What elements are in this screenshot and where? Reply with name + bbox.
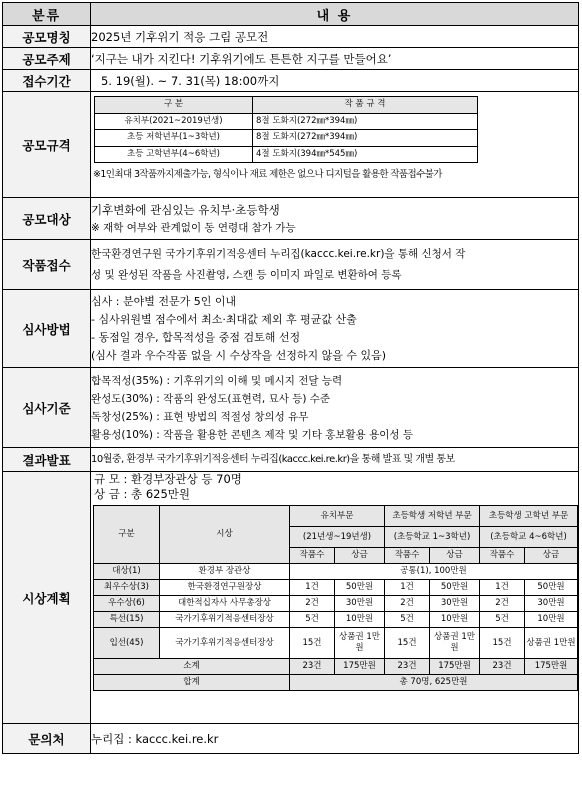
award-subtotal-row [94, 659, 578, 675]
award-count: 2건 [290, 596, 335, 612]
spec-size: 4절 도화지(394㎜*545㎜) [253, 146, 478, 163]
award-count: 5건 [385, 612, 430, 628]
award-prize: 10만원 [335, 612, 385, 628]
label-review-criteria: 심사기준 [3, 368, 91, 448]
label-result: 결과발표 [3, 448, 91, 472]
award-count: 2건 [385, 596, 430, 612]
award-count: 15건 [290, 628, 335, 659]
submission-period-text: 5. 19(월). ~ 7. 31(목) 18:00까지 [91, 70, 579, 92]
award-total-row [94, 675, 578, 691]
award-gubun: 입선(45) [94, 628, 160, 659]
header-content: 내 용 [91, 3, 579, 26]
spec-row [95, 146, 478, 163]
row-target [3, 198, 579, 240]
review-method-line: - 심사위원별 점수에서 최소·최대값 제외 후 평균값 산출 [91, 312, 357, 326]
award-gubun: 우수상(6) [94, 596, 160, 612]
award-subhead-div3: (초등학교 4~6학년) [480, 527, 578, 548]
award-name: 대한적십자사 사무총장상 [160, 596, 290, 612]
criteria-line: 독창성(25%) : 표현 방법의 적절성 창의성 유무 [91, 410, 309, 423]
award-common: 공통(1), 100만원 [290, 564, 578, 580]
spec-row [95, 113, 478, 130]
award-head-div2: 초등학생 저학년 부문 [385, 506, 480, 527]
row-submission-period [3, 70, 579, 92]
row-review-criteria [3, 368, 579, 448]
label-contact: 문의처 [3, 724, 91, 754]
review-method-cell [91, 290, 579, 368]
award-plan-cell [91, 472, 579, 724]
review-criteria-cell [91, 368, 579, 448]
target-cell [91, 198, 579, 240]
award-prize: 상품권 1만원 [430, 628, 480, 659]
award-prize-total: 상 금 : 총 625만원 [94, 487, 190, 501]
award-row [94, 612, 578, 628]
award-subtotal-count: 23건 [290, 659, 335, 675]
award-subtotal-prize: 175만원 [525, 659, 578, 675]
award-head-div1: 유치부문 [290, 506, 385, 527]
review-method-line: (심사 결과 우수작품 없을 시 수상작을 선정하지 않을 수 있음) [91, 348, 387, 362]
award-prize: 50만원 [430, 580, 480, 596]
spec-division: 초등 고학년부(4~6학년) [95, 146, 253, 163]
criteria-line: 활용성(10%) : 작품을 활용한 콘텐츠 제작 및 기타 홍보활용 용이성 등 [91, 428, 414, 441]
award-count-head: 작품수 [480, 548, 525, 564]
contest-theme-text: ‘지구는 내가 지킨다! 기후위기에도 튼튼한 지구를 만들어요’ [91, 48, 579, 70]
award-total-label: 합계 [94, 675, 290, 691]
award-count: 1건 [385, 580, 430, 596]
row-review-method [3, 290, 579, 368]
header-row [3, 3, 579, 26]
target-line: 기후변화에 관심있는 유치부·초등학생 [91, 202, 280, 217]
spec-head-size: 작 품 규 격 [253, 97, 478, 114]
award-prize: 30만원 [430, 596, 480, 612]
award-prize: 상품권 1만원 [335, 628, 385, 659]
award-count: 15건 [480, 628, 525, 659]
award-prize-head: 상금 [430, 548, 480, 564]
award-count: 1건 [480, 580, 525, 596]
award-scale: 규 모 : 환경부장관상 등 70명 [94, 472, 242, 486]
submission-line: 한국환경연구원 국가기후위기적응센터 누리집(kaccc.kei.re.kr)을 통해 신청서 작 [91, 247, 466, 260]
award-subtotal-count: 23건 [480, 659, 525, 675]
award-grand-row [94, 564, 578, 580]
award-head-div3: 초등학생 고학년 부문 [480, 506, 578, 527]
award-count: 5건 [290, 612, 335, 628]
label-target: 공모대상 [3, 198, 91, 240]
award-prize: 10만원 [525, 612, 578, 628]
award-prize: 50만원 [525, 580, 578, 596]
award-subtotal-prize: 175만원 [335, 659, 385, 675]
award-subtotal-prize: 175만원 [430, 659, 480, 675]
award-name: 국가기후위기적응센터장상 [160, 628, 290, 659]
row-contact [3, 724, 579, 754]
spec-head-row [95, 97, 478, 114]
award-prize: 30만원 [335, 596, 385, 612]
row-contest-theme [3, 48, 579, 70]
label-submission-period: 접수기간 [3, 70, 91, 92]
label-award-plan: 시상계획 [3, 472, 91, 724]
award-count: 2건 [480, 596, 525, 612]
award-prize: 50만원 [335, 580, 385, 596]
row-submission [3, 240, 579, 290]
contact-text: 누리집 : kaccc.kei.re.kr [91, 724, 579, 754]
award-prize-head: 상금 [525, 548, 578, 564]
spec-size: 8절 도화지(272㎜*394㎜) [253, 113, 478, 130]
award-subhead-div1: (21년생~19년생) [290, 527, 385, 548]
award-total-value: 총 70명, 625만원 [290, 675, 578, 691]
target-note: ※ 재학 여부와 관계없이 동 연령대 참가 가능 [91, 221, 296, 234]
award-prize: 10만원 [430, 612, 480, 628]
submission-cell [91, 240, 579, 290]
award-count: 15건 [385, 628, 430, 659]
award-table [93, 505, 578, 691]
label-submission: 작품접수 [3, 240, 91, 290]
award-head-award: 시상 [160, 506, 290, 564]
row-contest-name [3, 26, 579, 48]
row-spec [3, 92, 579, 198]
award-head-row [94, 506, 578, 527]
award-name: 환경부 장관상 [160, 564, 290, 580]
row-award-plan [3, 472, 579, 724]
award-prize-head: 상금 [335, 548, 385, 564]
label-contest-theme: 공모주제 [3, 48, 91, 70]
contest-name-text: 2025년 기후위기 적응 그림 공모전 [91, 26, 579, 48]
award-count-head: 작품수 [385, 548, 430, 564]
award-count: 1건 [290, 580, 335, 596]
label-contest-name: 공모명칭 [3, 26, 91, 48]
award-subtotal-count: 23건 [385, 659, 430, 675]
row-result [3, 448, 579, 472]
spec-cell [91, 92, 579, 198]
award-head-gubun: 구분 [94, 506, 160, 564]
label-spec: 공모규격 [3, 92, 91, 198]
award-gubun: 최우수상(3) [94, 580, 160, 596]
criteria-line: 합목적성(35%) : 기후위기의 이해 및 메시지 전달 능력 [91, 374, 343, 387]
award-prize: 30만원 [525, 596, 578, 612]
award-gubun: 특선(15) [94, 612, 160, 628]
award-name: 한국환경연구원장상 [160, 580, 290, 596]
award-prize: 상품권 1만원 [525, 628, 578, 659]
result-text: 10월중, 환경부 국가기후위기적응센터 누리집(kaccc.kei.re.kr)을 통해 발표 및 개별 통보 [91, 448, 579, 472]
award-row [94, 596, 578, 612]
label-review-method: 심사방법 [3, 290, 91, 368]
spec-division: 초등 저학년부(1~3학년) [95, 130, 253, 147]
award-count-head: 작품수 [290, 548, 335, 564]
spec-head-division: 구 분 [95, 97, 253, 114]
award-row [94, 628, 578, 659]
award-subtotal-label: 소계 [94, 659, 290, 675]
award-subhead-div2: (초등학교 1~3학년) [385, 527, 480, 548]
review-method-line: 심사 : 분야별 전문가 5인 이내 [91, 294, 237, 308]
spec-size: 8절 도화지(272㎜*394㎜) [253, 130, 478, 147]
award-count: 5건 [480, 612, 525, 628]
header-category: 분류 [3, 3, 91, 26]
spec-note: ※1인최대 3작품까지제출가능, 형식이나 재료 제한은 없으나 디지털을 활용한 작품접수불가 [93, 169, 442, 180]
contest-info-table [2, 2, 579, 754]
spec-division: 유치부(2021~2019년생) [95, 113, 253, 130]
award-gubun: 대상(1) [94, 564, 160, 580]
criteria-line: 완성도(30%) : 작품의 완성도(표현력, 묘사 등) 수준 [91, 392, 331, 405]
award-row [94, 580, 578, 596]
spec-row [95, 130, 478, 147]
submission-line: 성 및 완성된 작품을 사진촬영, 스캔 등 이미지 파일로 변환하여 등록 [91, 268, 402, 281]
spec-table [94, 96, 478, 163]
award-name: 국가기후위기적응센터장상 [160, 612, 290, 628]
review-method-line: - 동점일 경우, 합목적성을 중점 검토해 선정 [91, 330, 301, 344]
